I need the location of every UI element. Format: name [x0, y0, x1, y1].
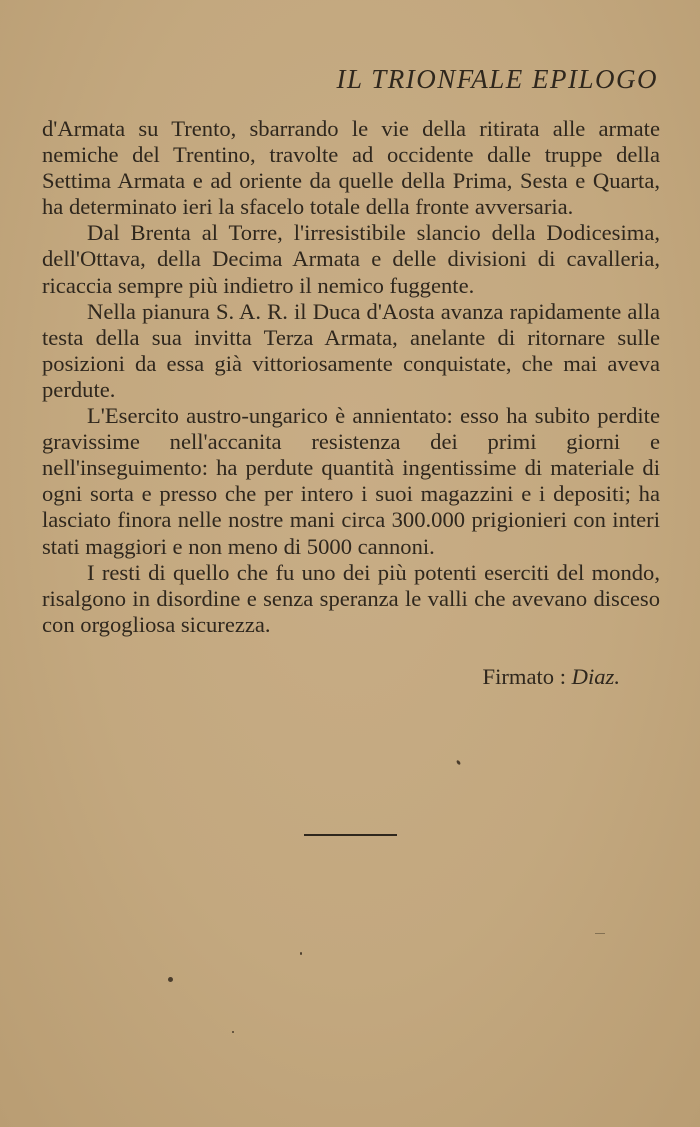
body-text	[42, 116, 660, 638]
signature	[483, 664, 620, 690]
paragraph-5: I resti di quello che fu uno dei più potenti eserciti del mondo, risalgono in disordine e senza speranza le valli che avevano disceso con orgogliosa sicurezza.	[42, 559, 660, 637]
paragraph-2: Dal Brenta al Torre, l'irresistibile slancio della Dodicesima, dell'Ottava, della Decima Armata e delle divisioni di cavalleria, ricaccia sempre più indietro il nemico fuggente.	[42, 220, 660, 298]
signature-label: Firmato :	[482, 664, 566, 689]
paragraph-1: d'Armata su Trento, sbarrando le vie della ritirata alle armate nemiche del Trentino, travolte ad occidente dalle truppe della Settima Armata e ad oriente da quelle della Prima, Sesta e Quarta, ha determinato ieri la sfacelo totale della fronte avversaria.	[42, 116, 660, 220]
paper-speck	[168, 977, 173, 982]
closing-rule	[304, 834, 397, 836]
paper-speck	[456, 760, 461, 766]
signature-name: Diaz.	[571, 664, 620, 689]
paragraph-4: L'Esercito austro-ungarico è annientato: esso ha subito perdite gravissime nell'accanita resistenza dei primi giorni e nell'inseguimento: ha perdute quantità ingentissime di materiale di ogni sorta e presso che per intero i suoi magazzini e i depositi; ha lasciato finora nelle nostre mani circa 300.000 prigionieri con interi stati maggiori e non meno di 5000 cannoni.	[42, 403, 660, 559]
paragraph-3: Nella pianura S. A. R. il Duca d'Aosta avanza rapidamente alla testa della sua invitta Terza Armata, anelante di ritornare sulle posizioni da essa già vittoriosamente conquistate, che mai aveva perdute.	[42, 298, 660, 402]
running-title: IL TRIONFALE EPILOGO	[336, 64, 658, 94]
paper-speck	[300, 952, 302, 955]
paper-speck	[595, 933, 605, 934]
paper-speck	[232, 1031, 234, 1033]
